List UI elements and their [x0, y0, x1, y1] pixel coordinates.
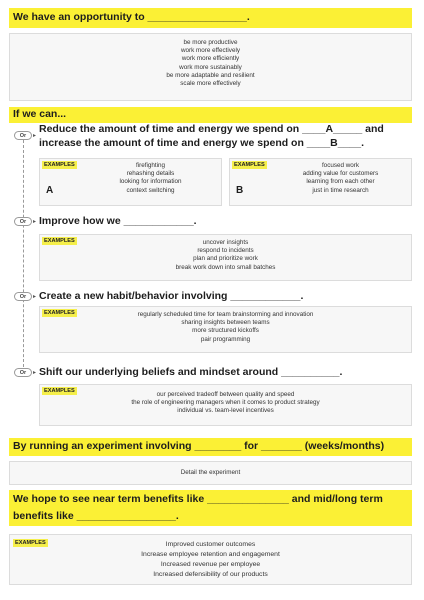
list-item: regularly scheduled time for team brainstorming and innovation	[137, 311, 314, 318]
benefits-list	[10, 540, 411, 580]
list-item: the role of engineering managers when it comes to product strategy	[131, 399, 320, 407]
if-we-can-header-band	[9, 107, 412, 123]
reduce-b-box	[229, 158, 412, 206]
if-we-can-heading: If we can...	[13, 108, 67, 120]
list-item: break work down into small batches	[175, 263, 276, 271]
list-item: looking for information	[119, 178, 182, 186]
benefits-box	[9, 534, 412, 585]
letter-a: A	[46, 185, 54, 196]
reduce-a-list	[80, 162, 221, 195]
experiment-box	[9, 461, 412, 485]
shift-box	[39, 384, 412, 426]
arrow-right-icon: ▸	[33, 294, 37, 300]
improve-box	[39, 234, 412, 281]
shift-heading: Shift our underlying beliefs and mindset around __________.	[39, 366, 343, 378]
list-item: plan and prioritize work	[193, 255, 258, 263]
examples-tag: EXAMPLES	[234, 161, 265, 168]
list-item: more structured kickoffs	[192, 327, 259, 335]
benefits-header-band	[9, 490, 412, 526]
reduce-line-2: increase the amount of time and energy we spend on ____B____.	[39, 137, 365, 149]
list-item: adding value for customers	[302, 170, 379, 178]
list-item: just in time research	[312, 186, 369, 194]
list-item: pair programming	[200, 335, 251, 343]
list-item: Increased revenue per employee	[160, 561, 261, 568]
list-item: be more productive	[183, 39, 238, 46]
examples-tag: EXAMPLES	[15, 539, 46, 546]
reduce-line-1: Reduce the amount of time and energy we spend on ____A_____ and	[39, 123, 384, 135]
list-item: rehashing details	[126, 170, 175, 178]
reduce-a-box	[39, 158, 222, 206]
habit-box	[39, 306, 412, 353]
or-badge: Or	[14, 292, 32, 301]
list-item: our perceived tradeoff between quality and speed	[156, 391, 295, 398]
examples-tag: EXAMPLES	[44, 309, 75, 316]
or-connector-line	[23, 140, 24, 372]
list-item: scale more effectively	[180, 80, 241, 88]
list-item: work more sustainably	[179, 63, 242, 71]
list-item: work more efficiently	[181, 55, 240, 63]
habit-heading: Create a new habit/behavior involving ____________.	[39, 290, 304, 302]
examples-tag: EXAMPLES	[44, 387, 75, 394]
or-badge: Or	[14, 368, 32, 377]
opportunity-header-band	[9, 8, 412, 28]
experiment-header-band	[9, 438, 412, 456]
list-item: focused work	[321, 162, 360, 169]
or-badge: Or	[14, 217, 32, 226]
experiment-heading: By running an experiment involving ________ for _______ (weeks/months)	[13, 440, 385, 452]
reduce-b-list	[270, 162, 411, 195]
improve-list	[40, 239, 411, 272]
letter-b: B	[236, 185, 244, 196]
list-item: respond to incidents	[197, 247, 254, 255]
habit-list	[40, 311, 411, 344]
opportunity-heading: We have an opportunity to _________________.	[13, 11, 250, 23]
list-item: learning from each other	[306, 178, 375, 186]
list-item: individual vs. team-level incentives	[177, 407, 274, 415]
arrow-right-icon: ▸	[33, 370, 37, 376]
list-item: context switching	[126, 186, 175, 194]
experiment-detail: Detail the experiment	[180, 469, 241, 476]
opportunity-list	[10, 39, 411, 88]
opportunity-box	[9, 33, 412, 101]
list-item: work more effectively	[180, 47, 241, 55]
arrow-right-icon: ▸	[33, 133, 37, 139]
list-item: Increased defensibility of our products	[153, 571, 268, 578]
examples-tag: EXAMPLES	[44, 161, 75, 168]
shift-list	[40, 391, 411, 416]
list-item: Increase employee retention and engagement	[141, 551, 280, 558]
improve-heading: Improve how we ____________.	[39, 215, 197, 227]
arrow-right-icon: ▸	[33, 219, 37, 225]
benefits-heading-line-2: benefits like _________________.	[13, 510, 179, 522]
list-item: firefighting	[135, 162, 166, 169]
list-item: be more adaptable and resilient	[166, 71, 255, 79]
list-item: uncover insights	[202, 239, 249, 246]
list-item: sharing insights between teams	[181, 319, 270, 327]
list-item: Improved customer outcomes	[165, 541, 256, 548]
or-badge: Or	[14, 131, 32, 140]
benefits-heading-line-1: We hope to see near term benefits like ______________ and mid/long term	[13, 493, 383, 505]
examples-tag: EXAMPLES	[44, 237, 75, 244]
